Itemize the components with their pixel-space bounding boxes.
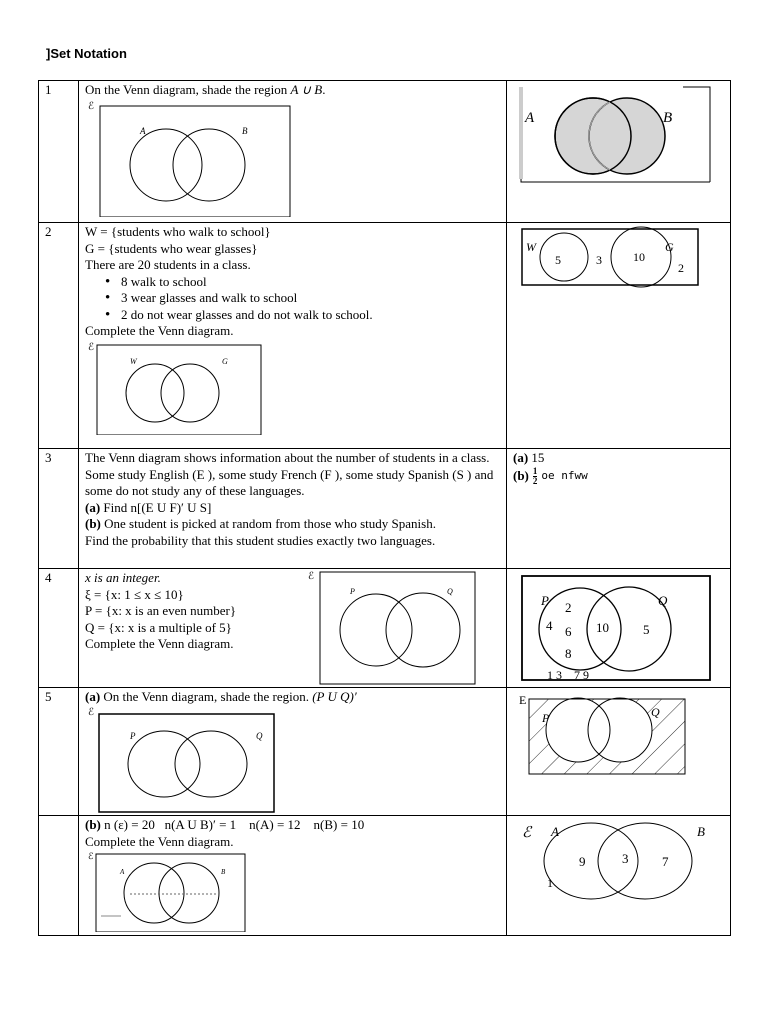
region-p-only: 2 (565, 600, 572, 615)
answer-cell (507, 816, 731, 936)
set-p-circle (128, 731, 200, 797)
part-b-text: Find the probability that this student studies exactly two languages. (85, 532, 436, 548)
set-w-label: W (526, 240, 536, 254)
list-item: • 8 walk to school (109, 274, 500, 291)
universal-set-symbol: ℰ (308, 571, 315, 582)
region-g-only: 10 (633, 250, 645, 264)
region-a-only: 9 (579, 854, 586, 869)
answer-cell (507, 223, 731, 449)
set-g-definition: G = {students who wear glasses} (85, 240, 258, 256)
venn-diagram-blank (85, 99, 295, 217)
set-p-label: P (542, 711, 550, 725)
universal-set-symbol: ℰ (88, 100, 95, 112)
question-row-5a (39, 688, 731, 816)
universal-set-definition: ξ = {x: 1 ≤ x ≤ 10} (85, 586, 184, 602)
question-row-1 (39, 81, 731, 223)
region-q-only: 5 (643, 622, 650, 637)
set-p-label: P (130, 730, 136, 741)
set-p-circle (340, 594, 412, 666)
set-w-circle (126, 364, 184, 422)
region-b-only: 7 (662, 854, 669, 869)
set-a-label: A (551, 824, 559, 839)
venn-diagram-blank (306, 570, 481, 685)
answer-venn-completed (513, 224, 731, 294)
list-item: • 2 do not wear glasses and do not walk to school. (109, 307, 500, 324)
question-text: Some study English (E ), some study French (F ), some study Spanish (S ) and some do not study any of these languages. (85, 466, 494, 498)
list-item: • 3 wear glasses and walk to school (109, 290, 500, 307)
set-a-label: A (120, 868, 125, 876)
question-number: 2 (39, 223, 79, 449)
fraction: 1 2 (532, 465, 538, 486)
set-q-label: Q (658, 593, 668, 608)
set-q-circle (386, 593, 460, 667)
region-w-only: 5 (555, 253, 561, 267)
set-a-label: A (525, 110, 535, 126)
answer-venn-completed (513, 570, 731, 686)
set-b-circle (173, 129, 245, 201)
question-cell (79, 449, 507, 569)
answer-b: (b) 1 2 oe nfww (513, 465, 588, 486)
part-a-text: (a) On the Venn diagram, shade the region. (P U Q)′ (85, 689, 357, 704)
set-b-label: B (663, 110, 673, 126)
question-cell (79, 688, 507, 816)
instruction-text: Complete the Venn diagram. (85, 636, 234, 651)
question-number: 1 (39, 81, 79, 223)
question-text: x is an integer. (85, 570, 161, 585)
question-number: 5 (39, 688, 79, 816)
set-a-circle (124, 863, 184, 923)
region-p-only: 6 (565, 624, 572, 639)
region-p-only: 4 (546, 618, 553, 633)
universal-set-symbol: E (519, 693, 527, 707)
region-p-only: 8 (565, 646, 572, 661)
instruction-text: Complete the Venn diagram. (85, 323, 234, 338)
set-g-label: G (222, 356, 228, 366)
answer-cell (507, 81, 731, 223)
set-q-label: Q (651, 705, 660, 719)
question-row-5b (39, 816, 731, 936)
set-g-label: G (665, 240, 674, 254)
question-cell (79, 569, 507, 688)
question-number (39, 816, 79, 936)
set-q-label: Q (256, 730, 263, 741)
question-row-4 (39, 569, 731, 688)
question-text: On the Venn diagram, shade the region A ∪ B. (85, 82, 326, 97)
question-row-2 (39, 223, 731, 449)
set-a-circle (130, 129, 202, 201)
region-outside: 1 3 7 9 (547, 668, 589, 682)
set-b-label: B (242, 125, 248, 136)
set-p-label: P (541, 593, 549, 608)
answer-cell (507, 688, 731, 816)
part-a-text: (a) Find n[(E U F)′ U S] (85, 499, 212, 515)
set-q-definition: Q = {x: x is a multiple of 5} (85, 619, 232, 635)
universal-set-symbol: ℰ (88, 341, 95, 353)
answer-venn-shaded-union (513, 82, 731, 192)
answer-venn-completed (513, 817, 731, 927)
set-w-circle (540, 233, 588, 281)
universal-set-symbol: ℰ (88, 851, 94, 861)
set-b-label: B (697, 824, 705, 839)
universal-set-symbol: ℰ (522, 825, 532, 841)
region-intersection: 3 (622, 851, 629, 866)
region-outside: 2 (678, 261, 684, 275)
answer-venn-shaded-complement (513, 689, 731, 785)
set-a-label: A (140, 125, 146, 136)
part-b-text: (b) One student is picked at random from those who study Spanish. (85, 516, 436, 531)
answer-cell (507, 569, 731, 688)
facts-list (85, 274, 500, 324)
universal-set-symbol: ℰ (88, 706, 95, 718)
answer-cell (507, 449, 731, 569)
answer-a: (a) 15 (513, 450, 545, 465)
question-row-3 (39, 449, 731, 569)
set-b-label: B (221, 868, 226, 876)
question-number: 4 (39, 569, 79, 688)
set-p-label: P (350, 587, 355, 596)
region-intersection: 10 (596, 620, 609, 635)
question-cell (79, 81, 507, 223)
question-cell (79, 223, 507, 449)
set-b-circle (159, 863, 219, 923)
question-table (38, 80, 731, 936)
instruction-text: Complete the Venn diagram. (85, 833, 234, 849)
class-size-text: There are 20 students in a class. (85, 257, 251, 272)
page-heading: ]Set Notation (46, 46, 127, 61)
venn-diagram-blank (85, 340, 275, 435)
set-p-definition: P = {x: x is an even number} (85, 603, 237, 618)
set-q-circle (175, 731, 247, 797)
set-g-circle (161, 364, 219, 422)
venn-diagram-blank (85, 850, 255, 932)
set-b-circle (598, 823, 692, 899)
question-number: 3 (39, 449, 79, 569)
set-q-label: Q (447, 587, 453, 596)
question-cell (79, 816, 507, 936)
venn-diagram-blank (85, 706, 280, 814)
question-text: The Venn diagram shows information about the number of students in a class. (85, 450, 490, 465)
set-w-definition: W = {students who walk to school} (85, 224, 271, 239)
part-b-text: (b) n (ε) = 20 n(A U B)′ = 1 n(A) = 12 n(B) = 10 (85, 817, 365, 832)
region-outside: 1 (547, 876, 553, 890)
region-intersection: 3 (596, 253, 602, 267)
set-w-label: W (130, 356, 137, 366)
